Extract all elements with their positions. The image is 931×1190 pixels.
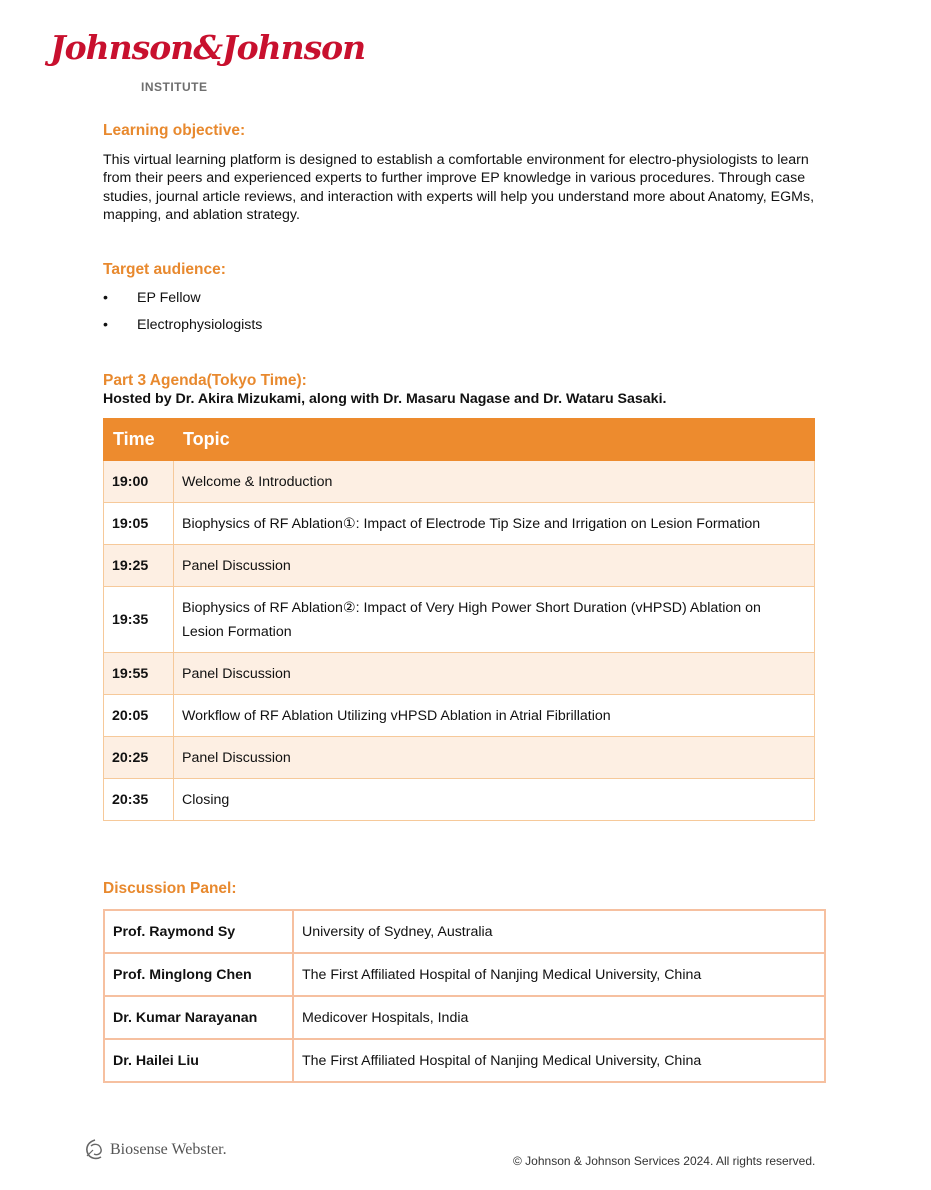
table-row [104,996,825,1039]
panelist-affiliation: University of Sydney, Australia [293,910,825,953]
panelist-name: Prof. Minglong Chen [104,953,293,996]
agenda-heading: Part 3 Agenda(Tokyo Time): [103,372,307,389]
panelist-affiliation: The First Affiliated Hospital of Nanjing Medical University, China [293,1039,825,1082]
bullet-icon: • [103,317,108,333]
panelist-name: Dr. Hailei Liu [104,1039,293,1082]
discussion-panel-table [103,909,826,1083]
agenda-topic: Biophysics of RF Ablation②: Impact of Very High Power Short Duration (vHPSD) Ablation on Lesion Formation [174,587,815,653]
agenda-topic: Panel Discussion [174,545,815,587]
target-audience-heading: Target audience: [103,261,226,278]
agenda-topic: Biophysics of RF Ablation①: Impact of Electrode Tip Size and Irrigation on Lesion Formation [174,503,815,545]
agenda-table [103,418,815,821]
agenda-time: 19:25 [104,545,174,587]
agenda-time: 19:00 [104,461,174,503]
table-row [104,1039,825,1082]
copyright-notice: © Johnson & Johnson Services 2024. All rights reserved. [513,1154,816,1168]
biosense-swirl-icon [84,1138,106,1162]
column-header-topic: Topic [174,419,815,461]
list-item [103,316,262,343]
table-row [104,953,825,996]
table-row [104,503,815,545]
learning-objective-text: This virtual learning platform is designed to establish a comfortable environment for electro-physiologists to learn from their peers and experienced experts to further improve EP knowledge in various procedures. Through case studies, journal article reviews, and interaction with experts will help you understand more about Anatomy, EGMs, mapping, and ablation strategy. [103,152,815,223]
logo-subtitle: INSTITUTE [141,80,208,94]
agenda-header-row [104,419,815,461]
audience-item-label: EP Fellow [137,290,201,306]
agenda-time: 19:05 [104,503,174,545]
agenda-topic: Workflow of RF Ablation Utilizing vHPSD Ablation in Atrial Fibrillation [174,695,815,737]
agenda-topic: Closing [174,779,815,821]
agenda-time: 20:05 [104,695,174,737]
table-row [104,461,815,503]
list-item [103,289,262,316]
audience-list [103,289,262,343]
logo-wordmark: Johnson&Johnson [50,28,366,67]
column-header-time: Time [104,419,174,461]
table-row [104,695,815,737]
jj-institute-logo [50,28,366,98]
table-row [104,653,815,695]
agenda-topic: Panel Discussion [174,653,815,695]
discussion-panel-heading: Discussion Panel: [103,880,237,897]
agenda-topic: Panel Discussion [174,737,815,779]
learning-objective-heading: Learning objective: [103,122,246,139]
biosense-webster-wordmark: Biosense Webster. [110,1141,227,1158]
table-row [104,910,825,953]
agenda-time: 19:55 [104,653,174,695]
table-row [104,545,815,587]
panelist-affiliation: Medicover Hospitals, India [293,996,825,1039]
agenda-time: 19:35 [104,587,174,653]
bullet-icon: • [103,290,108,306]
table-row [104,587,815,653]
audience-item-label: Electrophysiologists [137,317,263,333]
agenda-topic: Welcome & Introduction [174,461,815,503]
agenda-time: 20:35 [104,779,174,821]
panelist-name: Prof. Raymond Sy [104,910,293,953]
agenda-hosts: Hosted by Dr. Akira Mizukami, along with Dr. Masaru Nagase and Dr. Wataru Sasaki. [103,391,667,407]
table-row [104,737,815,779]
biosense-webster-logo [84,1138,227,1162]
panelist-name: Dr. Kumar Narayanan [104,996,293,1039]
table-row [104,779,815,821]
panelist-affiliation: The First Affiliated Hospital of Nanjing Medical University, China [293,953,825,996]
agenda-time: 20:25 [104,737,174,779]
